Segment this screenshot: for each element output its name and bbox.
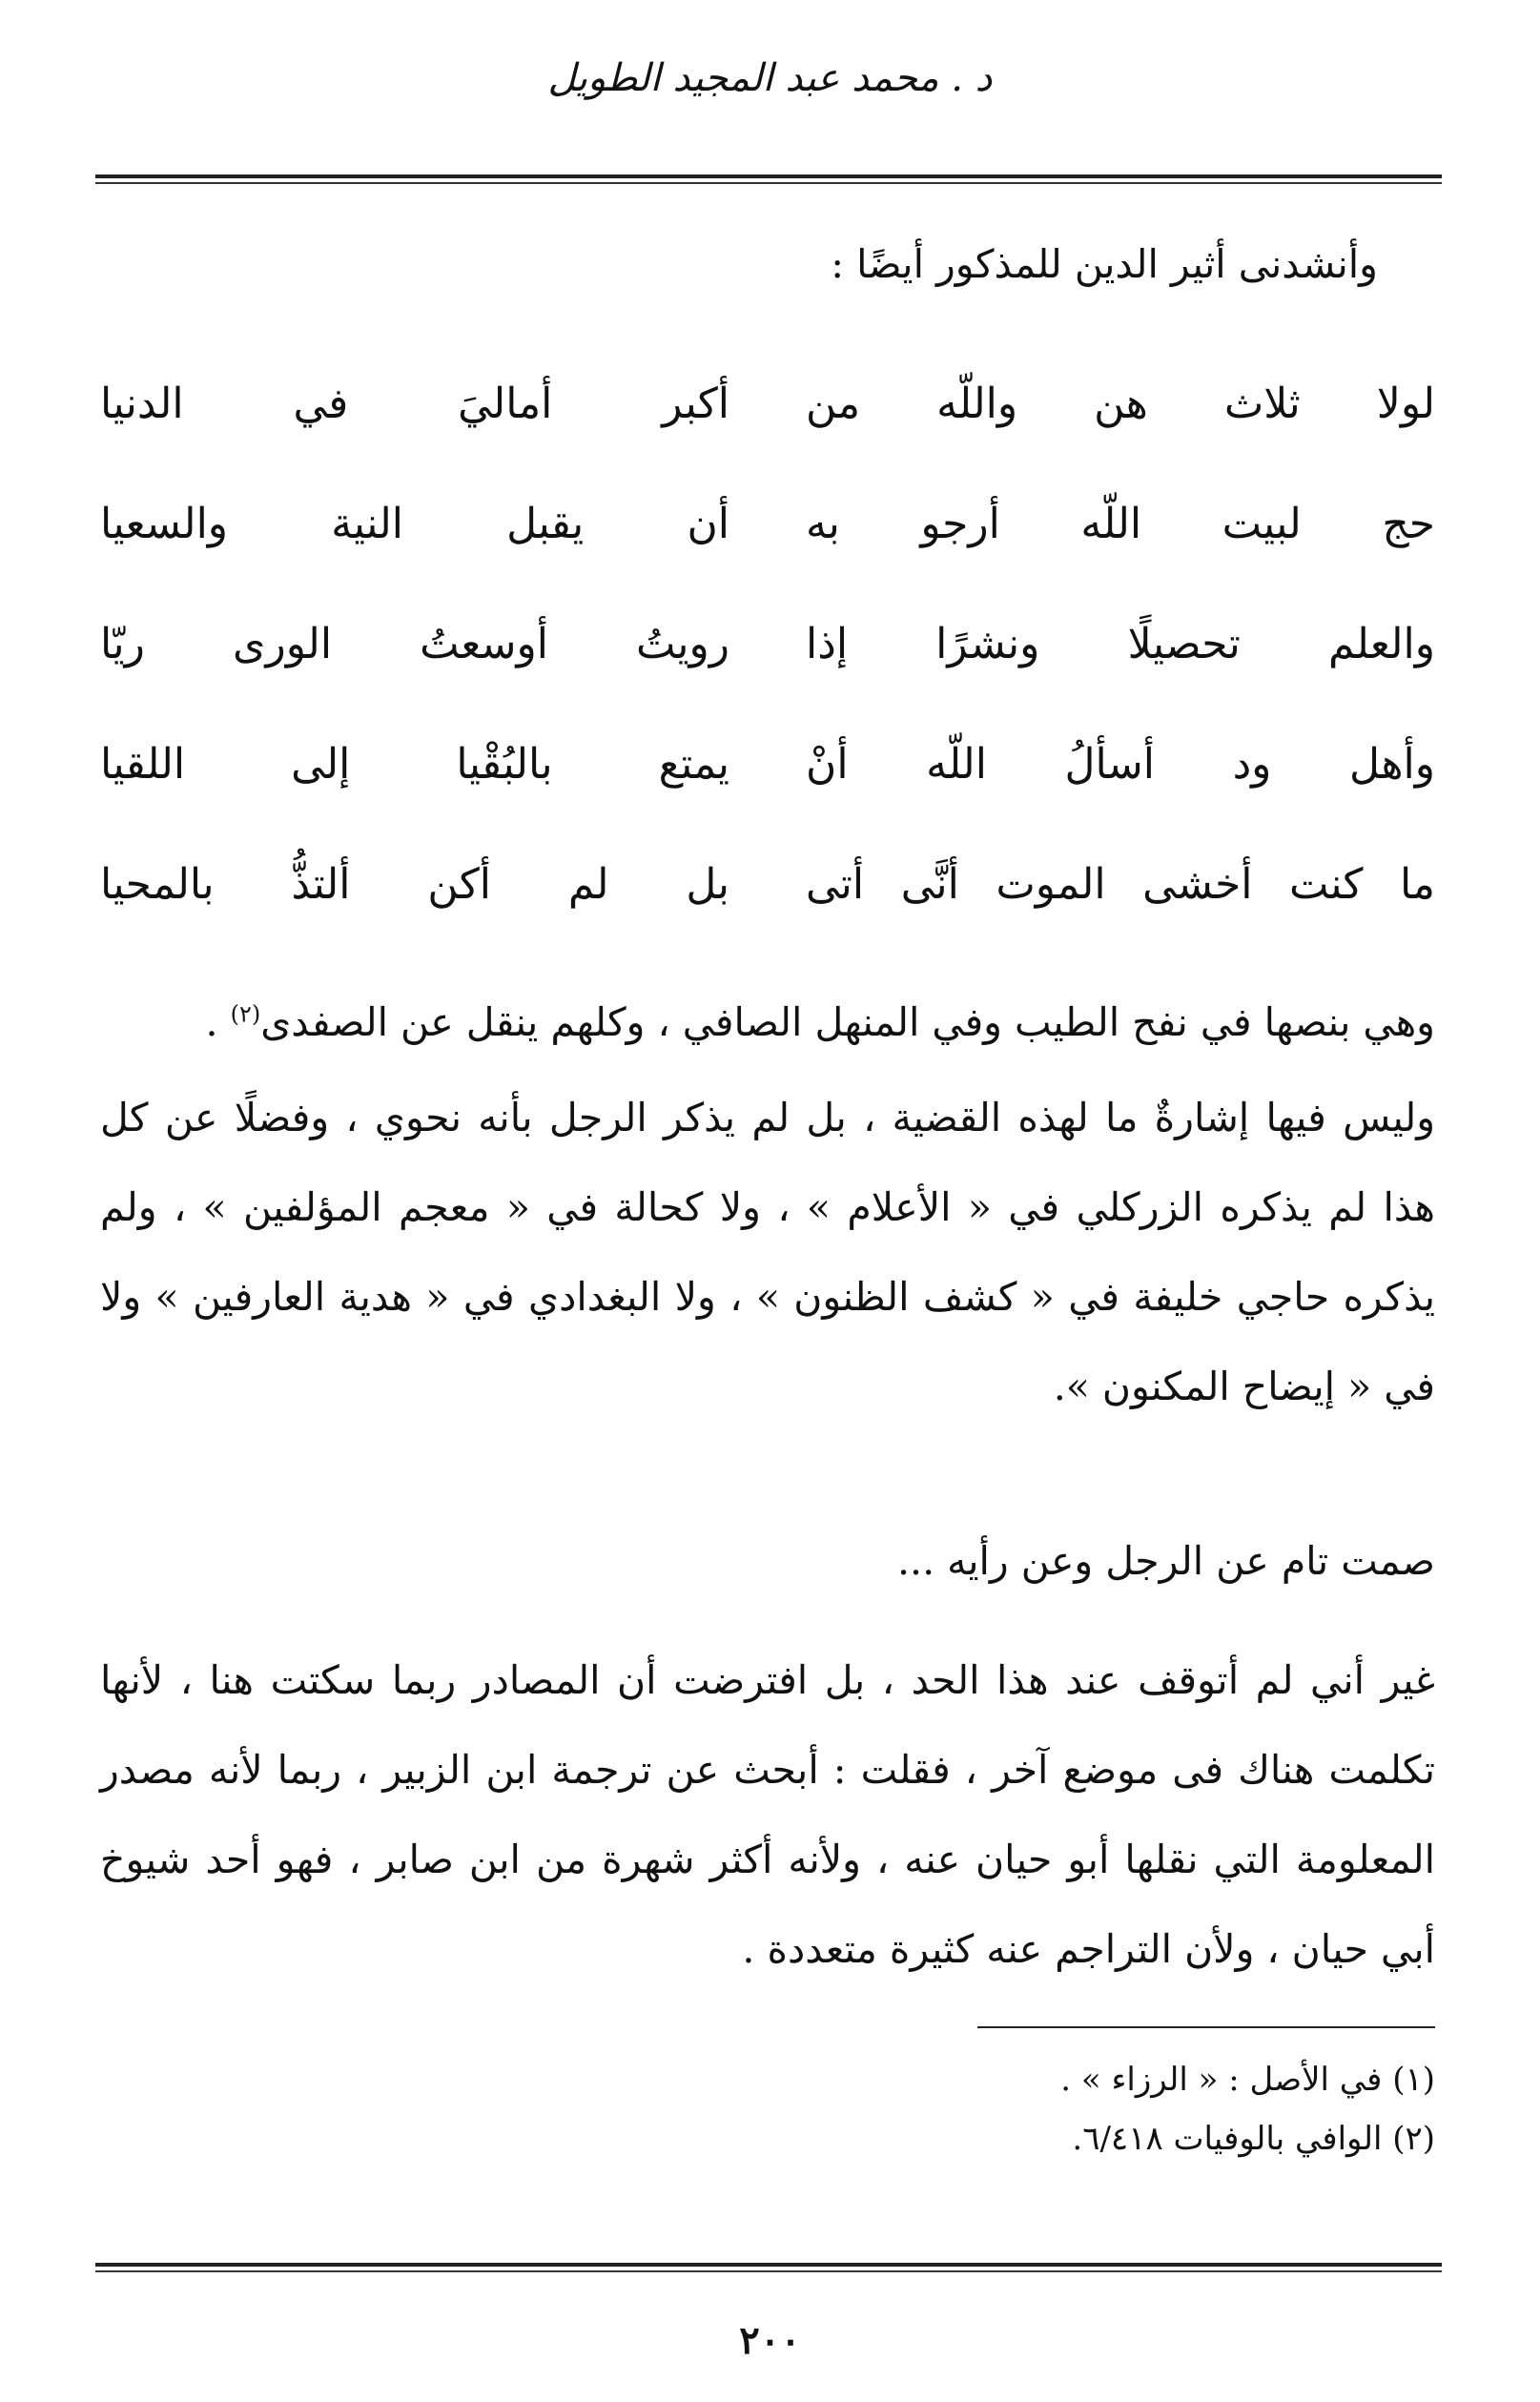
footnote-2: (٢) الوافي بالوفيات ٦/٤١٨.: [1072, 2120, 1435, 2158]
verse-first-hemistich: لولا ثلاث هن واللّه من: [806, 379, 1435, 428]
verse-first-hemistich: ما كنت أخشى الموت أنَّى أتى: [806, 859, 1435, 909]
page-number: ٢٠٠: [739, 2318, 801, 2363]
footnote-1: (١) في الأصل : « الرزاء » .: [1060, 2061, 1435, 2099]
verse-second-hemistich: بل لم أكن ألتذُّ بالمحيا: [100, 859, 729, 909]
paragraph-search: غير أني لم أتوقف عند هذا الحد ، بل افترضت أن المصادر ربما سكتت هنا ، لأنها تكلمت هناك فى موضع آخر ، فقلت : أبحث عن ترجمة ابن الزبير ، ربما لأنه مصدر المعلومة التي نقلها أبو حيان عنه ، ولأنه أكثر شهرة من ابن صابر ، فهو أحد شيوخ أبي حيان ، ولأن التراجم عنه كثيرة متعددة .: [100, 1657, 1435, 1972]
verse: [100, 463, 1435, 584]
verse: [100, 343, 1435, 463]
paragraph-sources-end: .: [205, 999, 231, 1045]
verse: [100, 584, 1435, 704]
verse-second-hemistich: رويتُ أوسعتُ الورى ريّا: [100, 619, 729, 668]
footer-rule: [95, 2263, 1442, 2267]
header-rule: [95, 175, 1442, 178]
header-rule-secondary: [95, 182, 1442, 184]
footnote-separator: [977, 2026, 1435, 2028]
running-head-author: د . محمد عبد المجيد الطويل: [547, 56, 993, 100]
footnote-ref-2: (٢): [230, 1000, 261, 1028]
paragraph-absence: وليس فيها إشارةٌ ما لهذه القضية ، بل لم يذكر الرجل بأنه نحوي ، وفضلًا عن كل هذا لم يذكره الزركلي في « الأعلام » ، ولا كحالة في « معجم المؤلفين » ، ولم يذكره حاجي خليفة في « كشف الظنون » ، ولا البغدادي في « هدية العارفين » ولا في « إيضاح المكنون ».: [100, 1095, 1435, 1409]
verse-second-hemistich: يمتع بالبُقْيا إلى اللقيا: [100, 739, 729, 789]
verse: [100, 824, 1435, 944]
footnotes: [100, 2050, 1435, 2168]
poem-intro-line: وأنشدنى أثير الدين للمذكور أيضًا :: [831, 241, 1378, 287]
verse-first-hemistich: وأهل ود أسألُ اللّه أنْ: [806, 739, 1435, 789]
verse-first-hemistich: حج لبيت اللّه أرجو به: [806, 499, 1435, 548]
verse: [100, 704, 1435, 824]
paragraph-silence: صمت تام عن الرجل وعن رأيه ...: [897, 1538, 1435, 1584]
poem: [100, 343, 1435, 944]
paragraph-sources: [100, 977, 1435, 1067]
footer-rule-secondary: [95, 2270, 1442, 2272]
verse-first-hemistich: والعلم تحصيلًا ونشرًا إذا: [806, 619, 1435, 668]
verse-second-hemistich: أن يقبل النية والسعيا: [100, 499, 729, 548]
paragraph-sources-text: وهي بنصها في نفح الطيب وفي المنهل الصافي ، وكلهم ينقل عن الصفدى: [260, 999, 1435, 1045]
verse-second-hemistich: أكبر أماليَ في الدنيا: [100, 379, 729, 428]
